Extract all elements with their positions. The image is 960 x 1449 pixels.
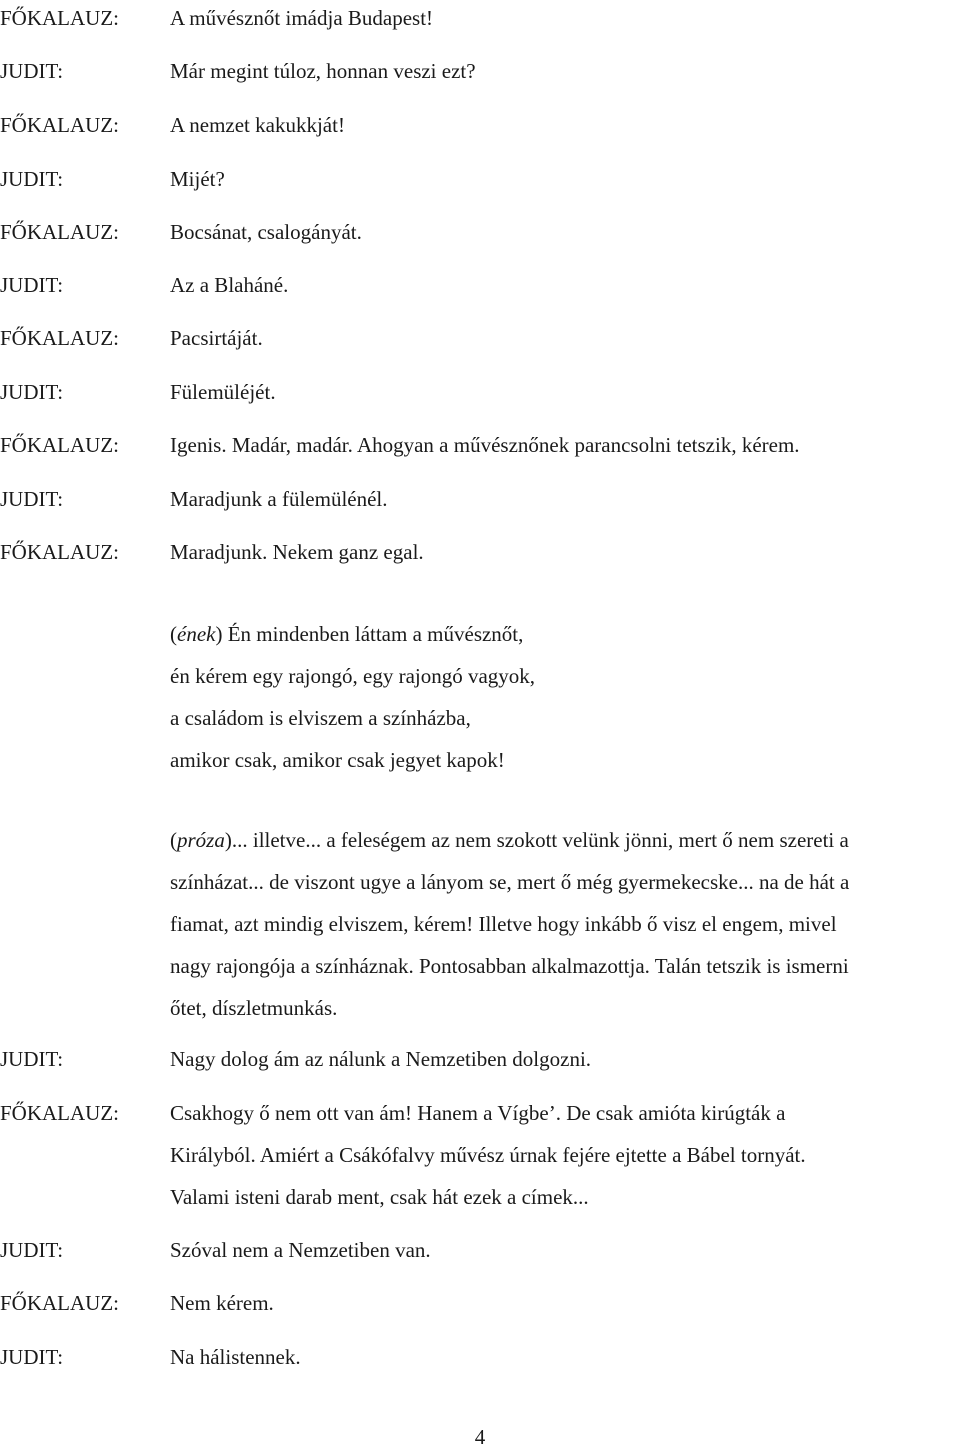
dialogue-line: Bocsánat, csalogányát.: [170, 220, 362, 244]
speaker-label: FŐKALAUZ:: [0, 326, 119, 350]
speaker-label: JUDIT:: [0, 1047, 64, 1071]
speaker-label: FŐKALAUZ:: [0, 113, 119, 137]
song-line: én kérem egy rajongó, egy rajongó vagyok,: [170, 664, 536, 688]
prose-line: (próza)... illetve... a feleségem az nem szokott velünk jönni, mert ő nem szereti a: [170, 828, 849, 852]
dialogue-line: Az a Blaháné.: [170, 273, 289, 297]
dialogue-line: Fülemüléjét.: [170, 380, 276, 404]
stage-direction: ének: [177, 622, 216, 646]
prose-line: őtet, díszletmunkás.: [170, 996, 338, 1020]
prose-text: ... illetve... a feleségem az nem szokott velünk jönni, mert ő nem szereti a: [231, 828, 849, 852]
speaker-label: JUDIT:: [0, 167, 64, 191]
prose-line: nagy rajongója a színháznak. Pontosabban alkalmazottja. Talán tetszik is ismerni: [170, 954, 849, 978]
speaker-label: JUDIT:: [0, 1345, 64, 1369]
song-line: a családom is elviszem a színházba,: [170, 706, 471, 730]
speaker-label: JUDIT:: [0, 487, 64, 511]
dialogue-line: Na hálistennek.: [170, 1345, 301, 1369]
dialogue-line: Maradjunk. Nekem ganz egal.: [170, 540, 424, 564]
dialogue-line: Valami isteni darab ment, csak hát ezek a címek...: [170, 1185, 589, 1209]
song-line: (ének) Én mindenben láttam a művésznőt,: [170, 622, 524, 646]
dialogue-line: A nemzet kakukkját!: [170, 113, 345, 137]
stage-direction: próza: [177, 828, 225, 852]
dialogue-line: Csakhogy ő nem ott van ám! Hanem a Vígbe’. De csak amióta kirúgták a: [170, 1101, 786, 1125]
dialogue-line: Királyból. Amiért a Csákófalvy művész úrnak fejére ejtette a Bábel tornyát.: [170, 1143, 806, 1167]
speaker-label: FŐKALAUZ:: [0, 220, 119, 244]
dialogue-line: Nagy dolog ám az nálunk a Nemzetiben dolgozni.: [170, 1047, 592, 1071]
dialogue-line: Pacsirtáját.: [170, 326, 263, 350]
speaker-label: JUDIT:: [0, 59, 64, 83]
speaker-label: FŐKALAUZ:: [0, 540, 119, 564]
dialogue-line: Maradjunk a fülemülénél.: [170, 487, 388, 511]
dialogue-line: Igenis. Madár, madár. Ahogyan a művésznőnek parancsolni tetszik, kérem.: [170, 433, 800, 457]
song-line: amikor csak, amikor csak jegyet kapok!: [170, 748, 505, 772]
speaker-label: FŐKALAUZ:: [0, 433, 119, 457]
prose-line: színházat... de viszont ugye a lányom se, mert ő még gyermekecske... na de hát a: [170, 870, 850, 894]
song-text: Én mindenben láttam a művésznőt,: [222, 622, 524, 646]
speaker-label: FŐKALAUZ:: [0, 1101, 119, 1125]
dialogue-line: Már megint túloz, honnan veszi ezt?: [170, 59, 476, 83]
speaker-label: JUDIT:: [0, 380, 64, 404]
prose-line: fiamat, azt mindig elviszem, kérem! Illetve hogy inkább ő visz el engem, mivel: [170, 912, 837, 936]
dialogue-line: Mijét?: [170, 167, 225, 191]
page-number: 4: [474, 1425, 486, 1449]
speaker-label: FŐKALAUZ:: [0, 1291, 119, 1315]
dialogue-line: A művésznőt imádja Budapest!: [170, 6, 434, 30]
speaker-label: FŐKALAUZ:: [0, 6, 119, 30]
speaker-label: JUDIT:: [0, 273, 64, 297]
dialogue-line: Szóval nem a Nemzetiben van.: [170, 1238, 431, 1262]
speaker-label: JUDIT:: [0, 1238, 64, 1262]
dialogue-line: Nem kérem.: [170, 1291, 274, 1315]
